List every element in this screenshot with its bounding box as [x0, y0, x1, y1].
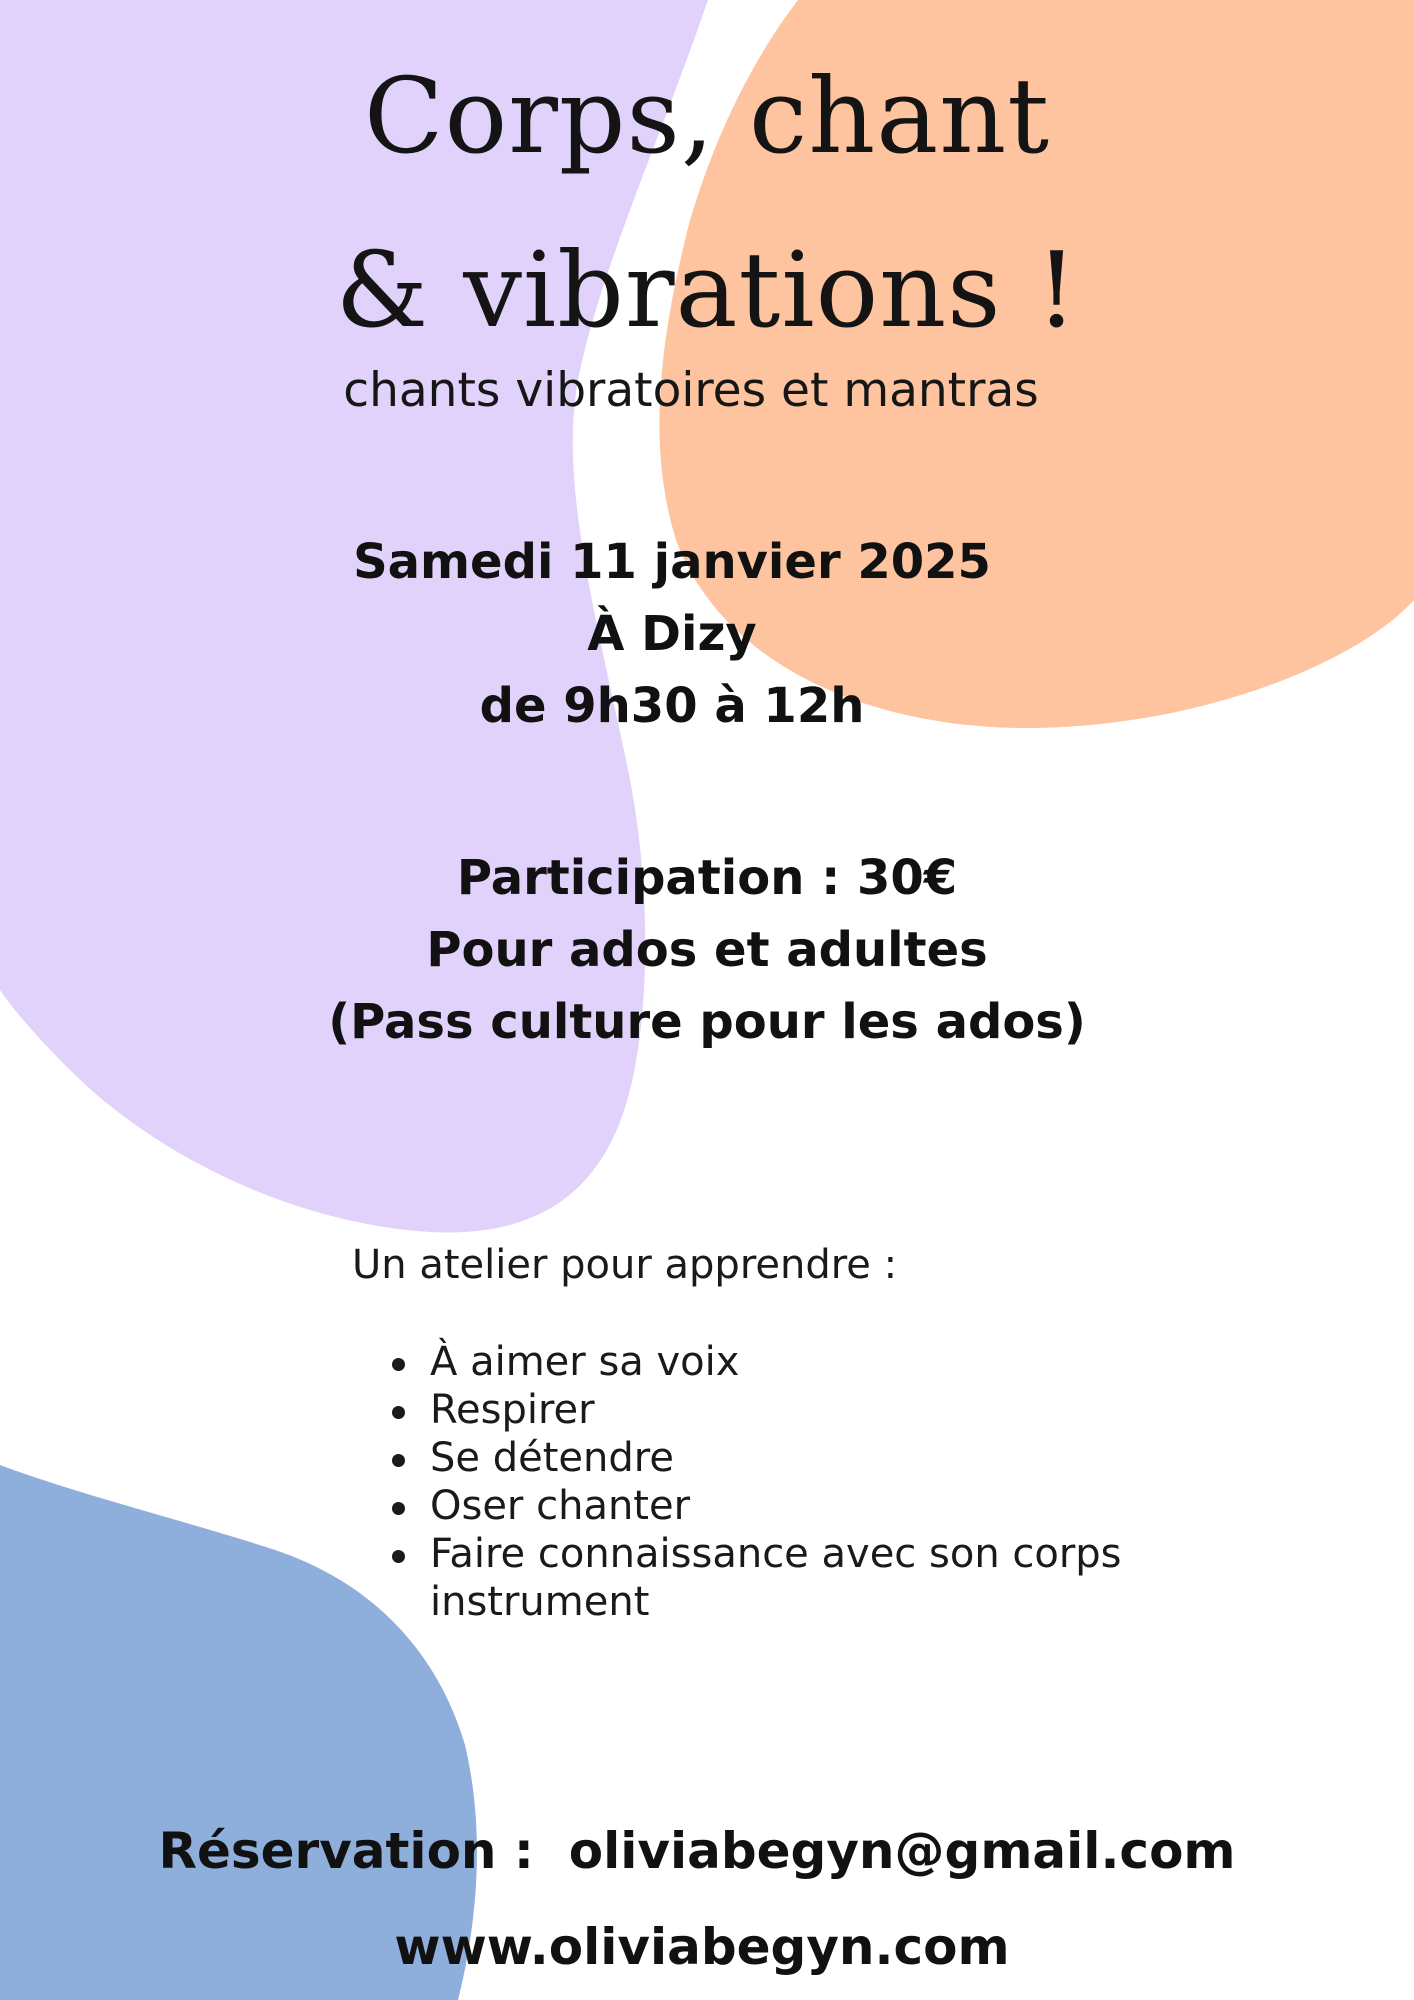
workshop-intro: Un atelier pour apprendre : — [352, 1242, 898, 1288]
workshop-list — [430, 1338, 1310, 1626]
event-time: de 9h30 à 12h — [479, 678, 865, 734]
website-link[interactable]: www.oliviabegyn.com — [394, 1918, 1010, 1976]
audience: Pour ados et adultes — [426, 922, 988, 978]
list-item: À aimer sa voix — [430, 1338, 1310, 1386]
list-item: Respirer — [430, 1386, 1310, 1434]
reservation-email[interactable]: oliviabegyn@gmail.com — [568, 1822, 1236, 1880]
reservation-line — [0, 1822, 1404, 1880]
participation-price: Participation : 30€ — [456, 850, 958, 906]
list-item: Oser chanter — [430, 1482, 1310, 1530]
subtitle: chants vibratoires et mantras — [343, 363, 1039, 418]
reservation-label: Réservation : — [158, 1822, 534, 1880]
list-item: Faire connaissance avec son corps instrument — [430, 1530, 1310, 1626]
list-item: Se détendre — [430, 1434, 1310, 1482]
title-line-2: & vibrations ! — [335, 229, 1079, 351]
event-place: À Dizy — [587, 606, 757, 662]
pass-culture-note: (Pass culture pour les ados) — [328, 994, 1086, 1050]
title-line-1: Corps, chant — [364, 55, 1050, 177]
event-date: Samedi 11 janvier 2025 — [353, 534, 991, 590]
